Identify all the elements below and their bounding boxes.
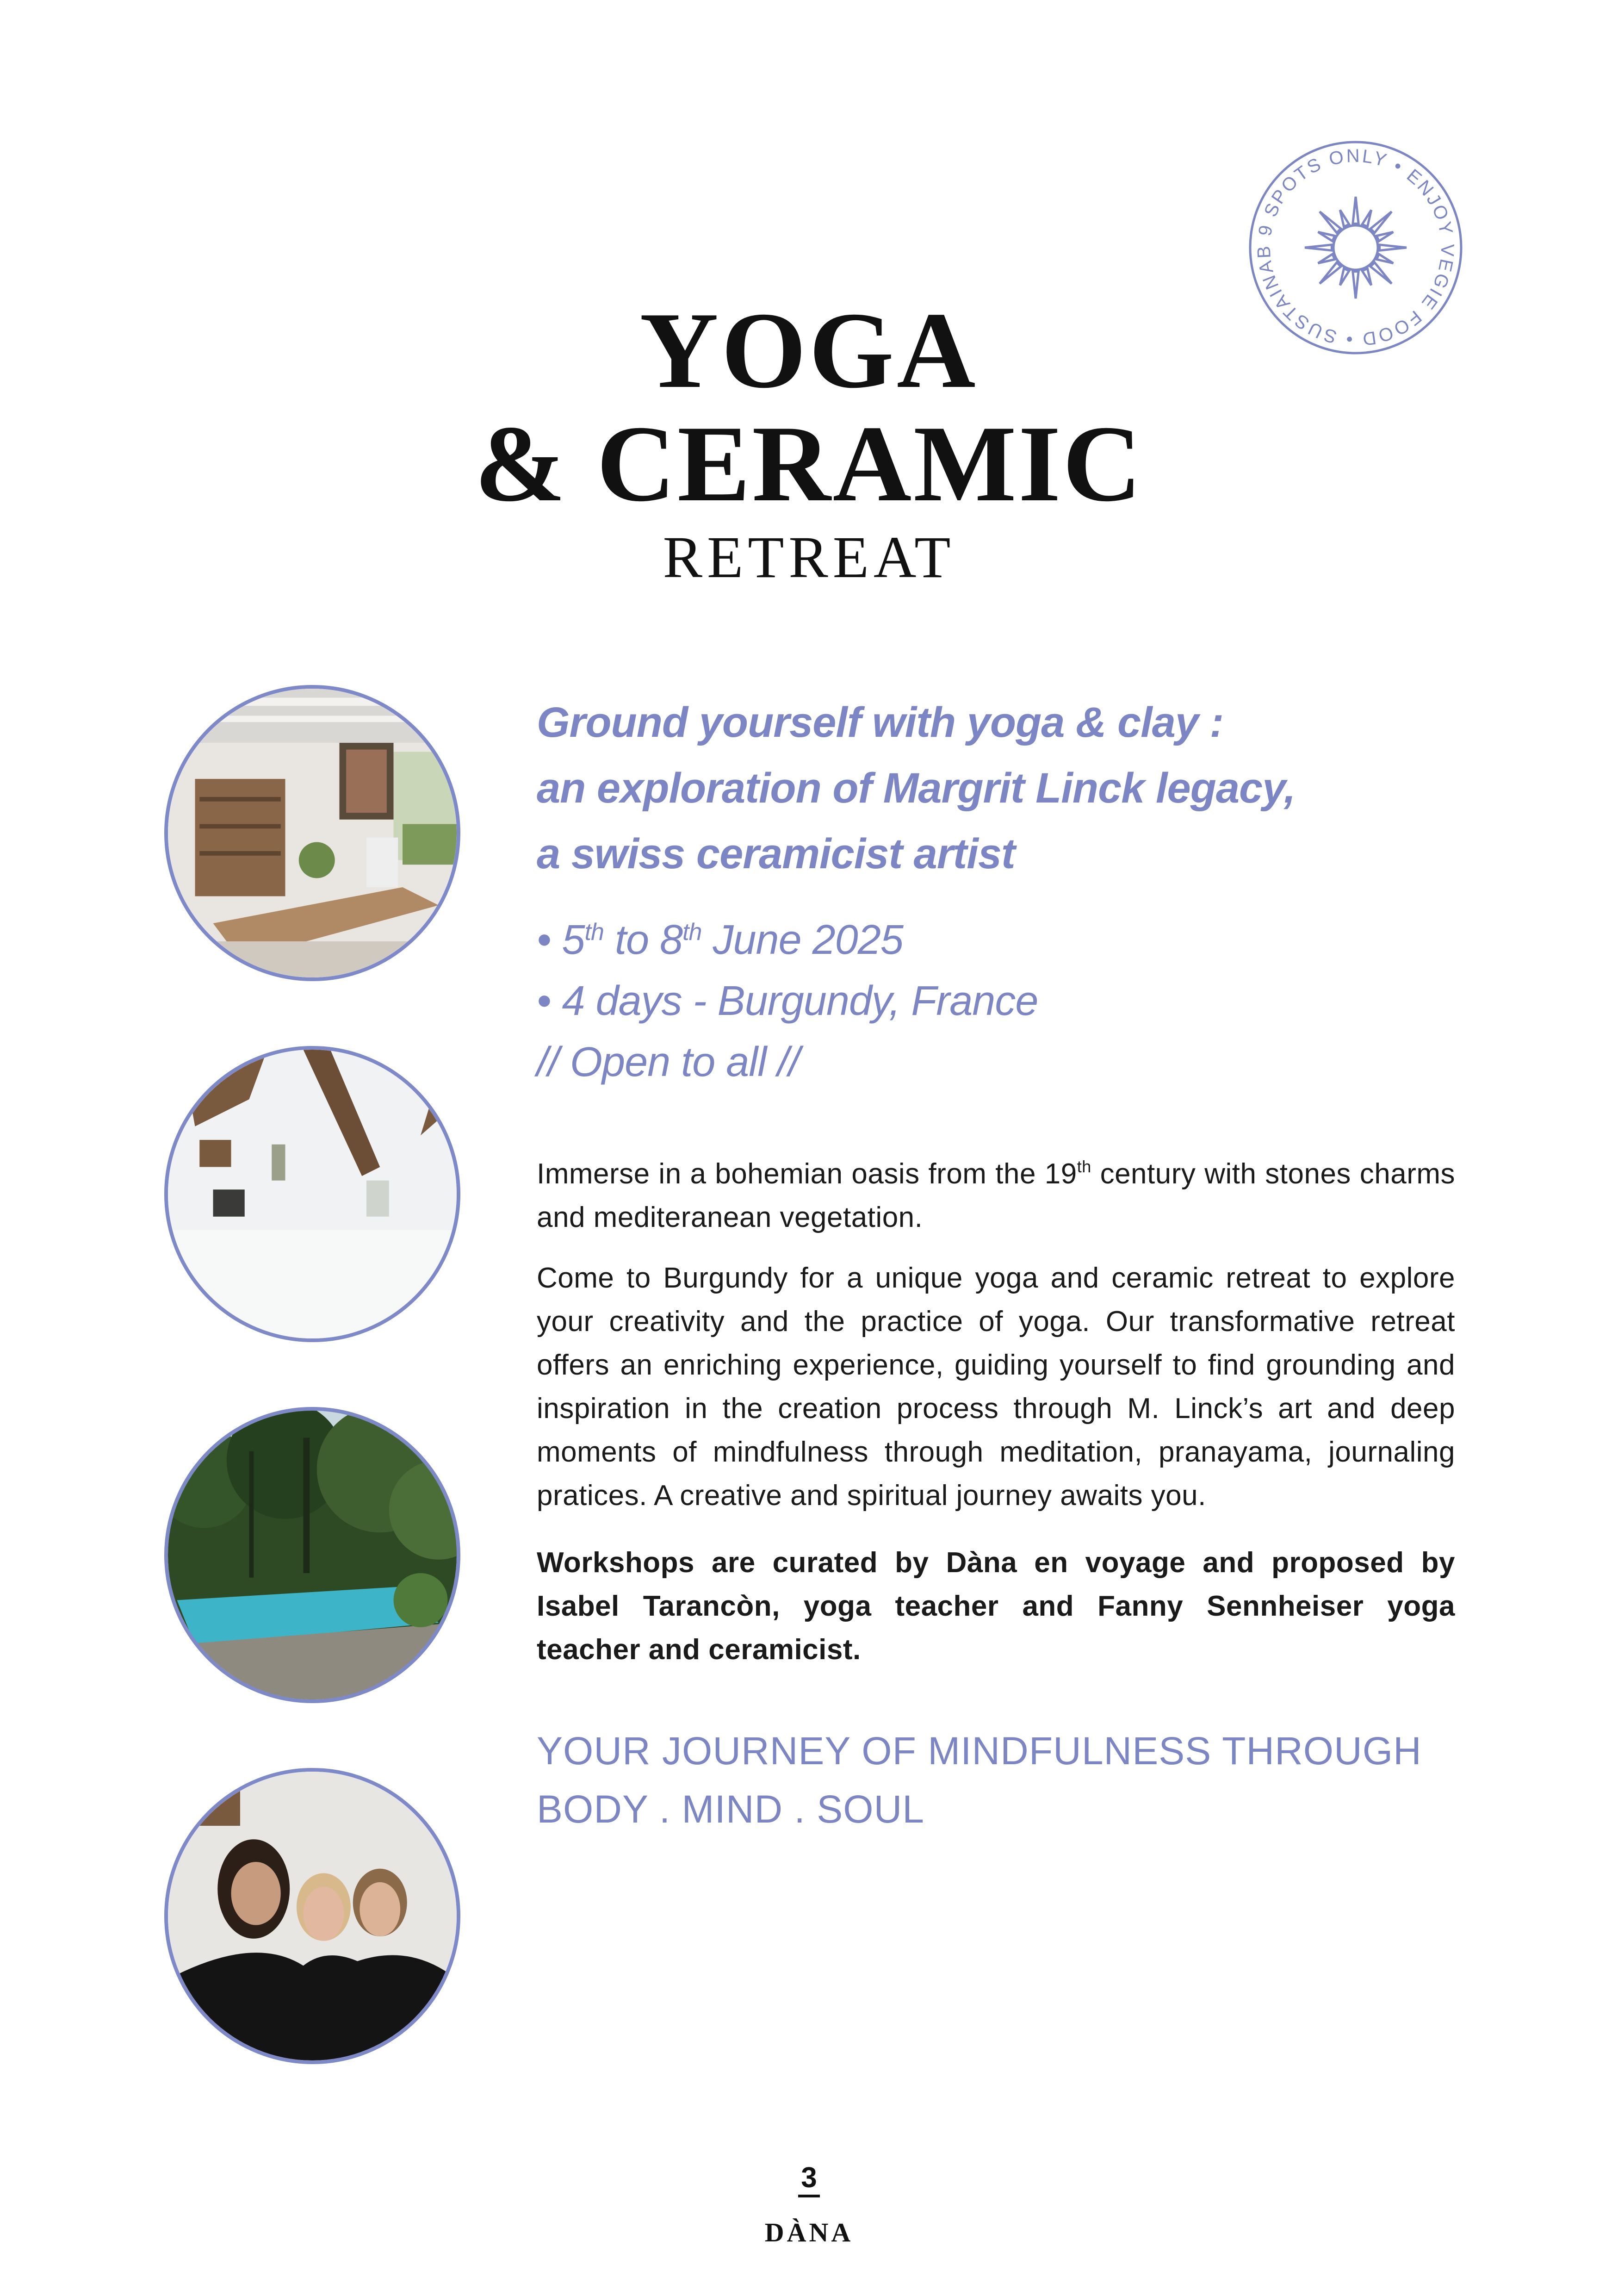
brand-footer: DÀNA [764,2217,854,2247]
audience-line: // Open to all // [537,1039,800,1085]
page-number [0,2161,1618,2194]
lead-heading [537,690,1455,887]
lead-line-2: an exploration of Margrit Linck legacy, [537,765,1296,812]
sun-ray [1353,272,1358,299]
retreat-details [537,909,1455,1093]
garden-pool-photo [164,1407,460,1703]
tagline-line-2: BODY . MIND . SOUL [537,1787,924,1831]
tagline-line-1: YOUR JOURNEY OF MINDFULNESS THROUGH [537,1729,1422,1773]
sun-ray [1370,212,1392,233]
sun-icon [1305,197,1407,299]
sun-ray [1353,197,1358,224]
sun-ray [1318,254,1335,263]
description-paragraph: Come to Burgundy for a unique yoga and ceramic retreat to explore your creativity and the practice of yoga. Our transformative retreat offers an enriching experience, guiding yourself to find grounding and inspiration in the creation process through M. Linck’s art and deep moments of mindfulness through meditation, pranayama, journaling pratices. A creative and spiritual journey awaits you. [537,1262,1455,1512]
badge-ring-text: 9 SPOTS ONLY • ENJOY VEGIE FOOD • SUSTAINAB [1253,145,1458,350]
intro-text-b: century with stones charms and mediteranean vegetation. [537,1158,1455,1233]
sun-ray [1305,245,1332,250]
tagline [537,1722,1455,1838]
lead-line-1: Ground yourself with yoga & clay : [537,699,1224,746]
sun-ray [1370,262,1392,284]
teachers-photo [164,1768,460,2064]
title-line-ceramic: & CERAMIC [474,404,1144,524]
intro-text-a: Immerse in a bohemian oasis from the 19 [537,1158,1077,1190]
sun-ray [1340,210,1349,227]
dates-sup-1: th [584,919,604,946]
dates-line [537,909,1455,971]
sun-ray [1376,232,1393,241]
dates-end: June 2025 [701,917,903,963]
sun-ray [1380,245,1407,250]
intro-sup: th [1077,1157,1091,1176]
dates-sup-2: th [682,919,702,946]
sun-ray [1362,210,1371,227]
dates-mid: to 8 [603,917,683,963]
beamed-studio-photo [164,1046,460,1342]
sun-ray [1320,262,1341,284]
sun-ray [1318,232,1335,241]
credits-paragraph: Workshops are curated by Dàna en voyage and proposed by Isabel Tarancòn, yoga teacher and Fanny Sennheiser yoga teacher and ceramicist. [537,1547,1455,1666]
page-number-text: 3 [798,2162,819,2197]
sun-ray [1340,268,1349,285]
lead-line-3: a swiss ceramicist artist [537,830,1015,877]
title-line-retreat: RETREAT [663,524,955,590]
sun-ray [1320,212,1341,233]
dates-start: • 5 [537,917,585,963]
sun-ray [1362,268,1371,285]
duration-line: • 4 days - Burgundy, France [537,978,1038,1024]
title-line-yoga: YOGA [639,290,979,411]
sun-ray [1376,254,1393,263]
dining-room-photo [164,685,460,981]
intro-paragraph [537,1152,1455,1239]
